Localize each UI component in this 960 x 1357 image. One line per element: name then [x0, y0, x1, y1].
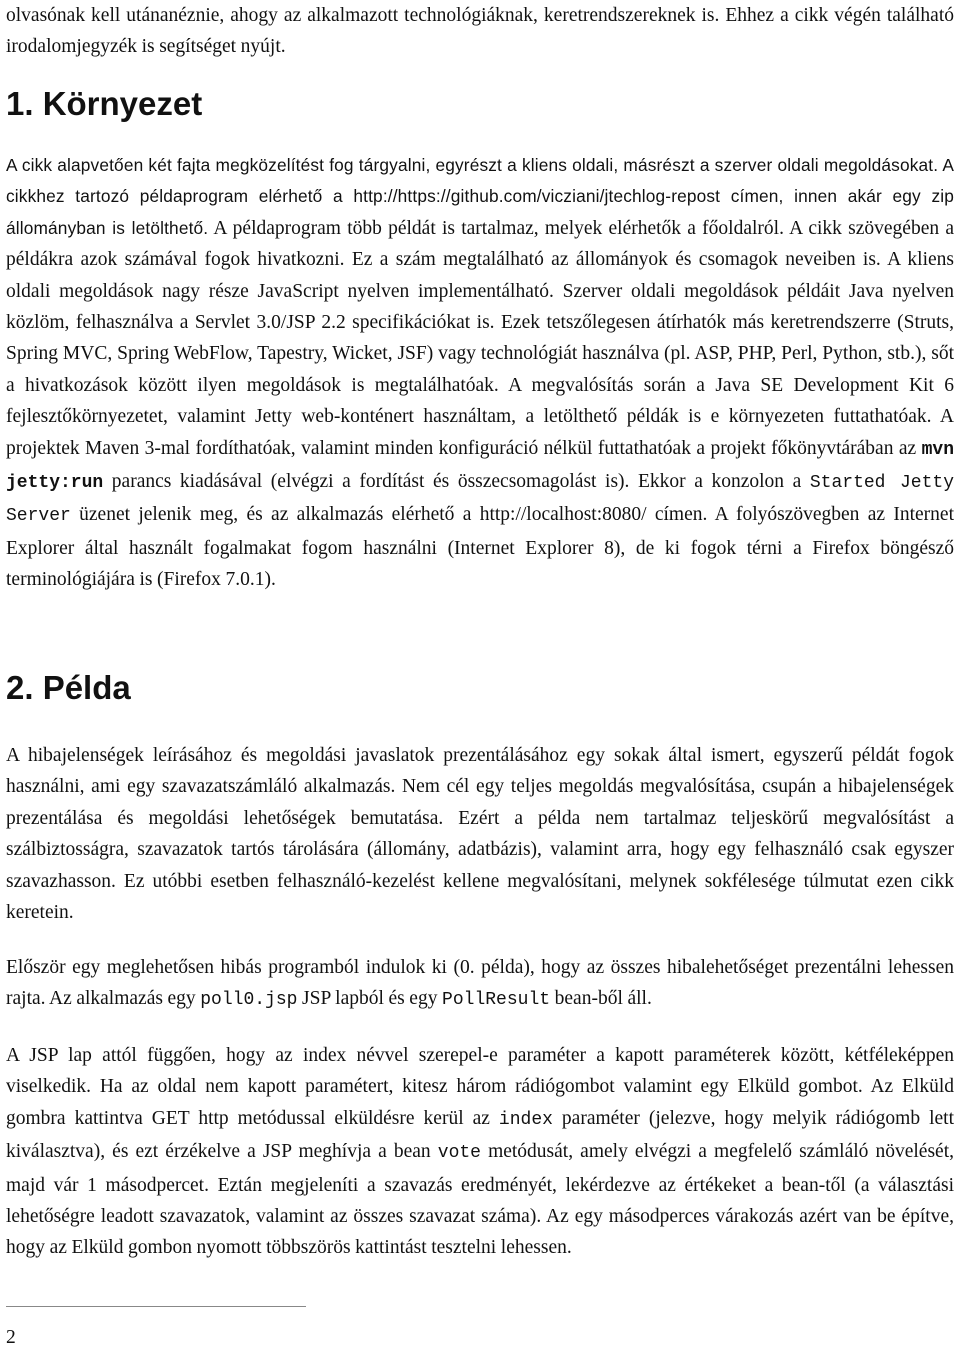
inline-code-poll0-jsp: poll0.jsp: [200, 990, 298, 1011]
environment-text-3: üzenet jelenik meg, és az alkalmazás elérhető a http://localhost:8080/ címen. A folyószövegben az Internet Explorer által használt fogalmakat fogom használni (Internet Explorer 8), de ki fogok térni a Firefox böngésző terminológiájára is (Firefox 7.0.1).: [6, 504, 954, 591]
example-3-text-2: paraméter (jelezve, hogy melyik rádiógomb lett kiválasztva), és ezt érzékelve a JSP meghívja a bean: [6, 1107, 954, 1163]
example-paragraph-1: A hibajelenségek leírásához és megoldási javaslatok prezentálásához egy sokak által ismert, egyszerű példát fogok használni, ami egy szavazatszámláló alkalmazás. Nem cél egy teljes megoldás megvalósítása, csupán a hibajelenségek prezentálása és megoldási lehetőségek bemutatása. Ezért a példa nem tartalmaz teljeskörű megvalósítást a szálbiztosságra, szavazatok tartós tárolására (állomány, adatbázis), valamint arra, hogy egy felhasználó csak egyszer szavazhasson. Ez utóbbi esetben felhasználó-kezelést kellene megvalósítani, melynek sokfélesége túlmutat ezen cikk keretein.: [6, 745, 954, 924]
environment-text-2: parancs kiadásával (elvégzi a fordítást és összecsomagolást is). Ekkor a konzolon a: [103, 471, 810, 493]
environment-text-1: A példaprogram több példát is tartalmaz, melyek elérhetők a főoldalról. A cikk szövegében a példákra azok számával fogok hivatkozni. Ez a szám megtalálható az állományok és csomagok neveiben is. A kliens oldali megoldások nagy része JavaScript nyelven implementálható. Szerver oldali megoldások példáit Java nyelven közlöm, felhasználva a Servlet 3.0/JSP 2.2 specifikációkat is. Ezek tetszőlegesen átírhatók más keretrendszerre (Struts, Spring MVC, Spring WebFlow, Tapestry, Wicket, JSF) vagy technológiát használva (pl. ASP, PHP, Perl, Python, stb.), sőt a hivatkozások között ilyen megoldások is megtalálhatóak. A megvalósítás során a Java SE Development Kit 6 fejlesztőkörnyezetet, valamint Jetty web-konténert használtam, a letölthető példák is e környezeten futtathatóak. A projektek Maven 3-mal fordíthatóak, valamint minden konfiguráció nélkül futtathatóak a projekt főkönyvtárában az: [6, 217, 955, 459]
example-2-text-3: bean-ből áll.: [550, 988, 652, 1010]
example-3-text-1: A JSP lap attól függően, hogy az index névvel szerepel-e paraméter a kapott paraméterek között, kétféleképpen viselkedik. Ha az oldal nem kapott paramétert, kitesz három rádiógombot valamint egy Elküld gombot. Az Elküld gombra kattintva GET http metódussal elküldésre kerül az: [6, 1045, 954, 1129]
example-paragraph-3: [6, 1040, 954, 1264]
example-2-text-2: JSP lapból és egy: [297, 988, 443, 1010]
inline-code-pollresult: PollResult: [442, 990, 551, 1011]
inline-code-mvn-jetty-run: mvn jetty:run: [6, 439, 954, 494]
section-heading-environment: 1. Környezet: [6, 85, 203, 122]
environment-paragraph: [6, 150, 954, 596]
environment-sans-text: A cikk alapvetően két fajta megközelítést fog tárgyalni, egyrészt a kliens oldali, másrészt a szerver oldali megoldásokat. A cikkhez tartozó példaprogram elérhető a http://https://github.com/vicziani/jtechlog-repost címen, innen akár egy zip állományban is letölthető.: [6, 155, 954, 238]
inline-code-vote: vote: [437, 1143, 481, 1164]
section-heading-example: 2. Példa: [6, 669, 131, 706]
intro-tail-text: olvasónak kell utánanéznie, ahogy az alkalmazott technológiáknak, keretrendszereknek is. Ehhez a cikk végén található irodalomjegyzék is segítséget nyújt.: [6, 5, 954, 58]
footer-divider: [6, 1306, 306, 1307]
example-paragraph-2: [6, 952, 954, 1017]
example-3-text-3: metódusát, amely elvégzi a megfelelő számláló növelését, majd vár 1 másodpercet. Eztán megjeleníti a szavazás eredményét, lekérdezve az értékeket a bean-től (a választási lehetőségre leadott szavazatok, valamint az összes szavazat száma). Az egy másodperces várakozás azért van be építve, hogy az Elküld gombon nyomott többszörös kattintást tesztelni lehessen.: [6, 1141, 955, 1259]
inline-code-started-jetty-server: Started Jetty Server: [6, 473, 955, 527]
intro-tail-paragraph: [6, 0, 954, 63]
example-2-text-1: Először egy meglehetősen hibás programból indulok ki (0. példa), hogy az összes hibalehetőséget prezentálni lehessen rajta. Az alkalmazás egy: [6, 957, 954, 1010]
inline-code-index: index: [498, 1109, 553, 1130]
page-number: 2: [6, 1327, 16, 1348]
